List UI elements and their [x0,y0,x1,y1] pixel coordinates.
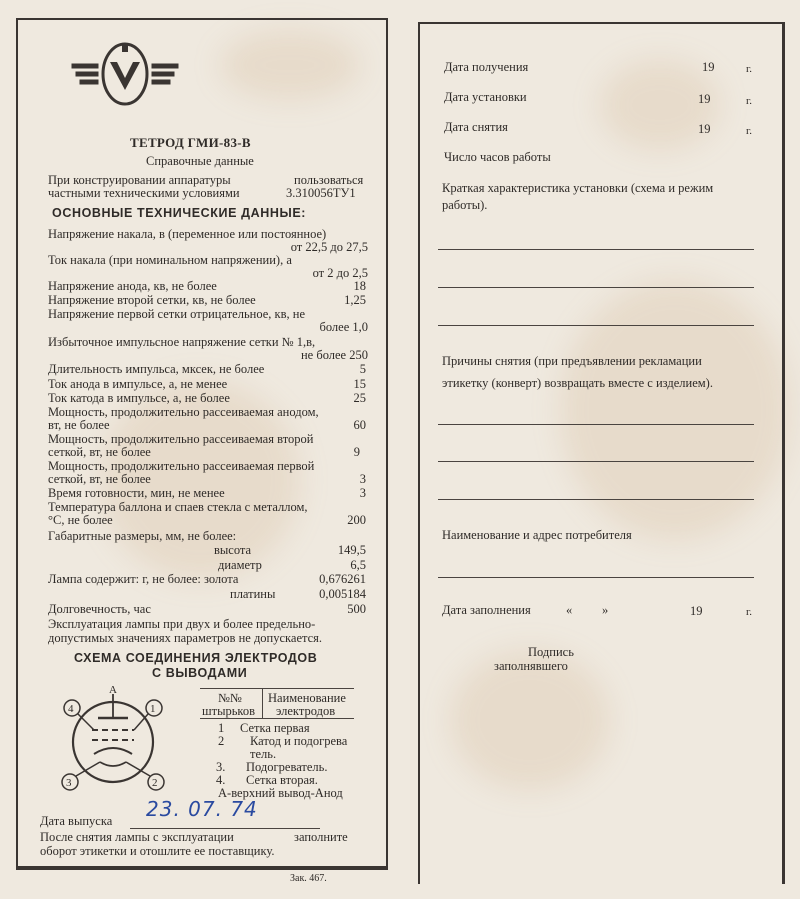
spec-value: 3 [359,486,366,500]
pin-number: 2 [218,734,225,748]
year-prefix: 19 [698,122,711,136]
spec-label: Долговечность, час [48,602,151,616]
write-line [438,577,754,578]
spec-value: от 22,5 до 27,5 [290,240,368,254]
footer-note-2: оборот этикетки и отошлите ее поставщику. [40,844,275,858]
intro-line-1: При конструировании аппаратуры [48,173,231,187]
spec-note-cont: допустимых значениях параметров не допускается. [48,631,323,645]
pin-label: 1 [150,703,156,715]
scheme-subtitle: С ВЫВОДАМИ [152,666,248,680]
spec-label: Ток катода в импульсе, а, не более [48,391,230,405]
spec-label-cont: сеткой, вт, не более [48,445,151,459]
spec-label: Напряжение второй сетки, кв, не более [48,293,256,307]
footer-note: После снятия лампы с эксплуатации [40,830,234,844]
installation-description-label-2: работы). [442,198,488,212]
pin-number: 3. [216,760,226,774]
right-record-panel [418,22,785,884]
section-title: ОСНОВНЫЕ ТЕХНИЧЕСКИЕ ДАННЫЕ: [52,206,307,220]
write-line [438,424,754,425]
table-rule [200,688,354,689]
print-code: Зак. 467. [290,873,327,884]
table-header-name: Наименование [268,691,346,705]
pin-name: Подогреватель. [246,760,328,774]
removal-reasons-label: Причины снятия (при предъявлении рекламации [442,354,702,368]
pin-label: 3 [66,777,72,789]
tube-pinout-diagram [58,684,168,796]
spec-label: Мощность, продолжительно рассеиваемая второй [48,432,314,446]
spec-value: 149,5 [337,543,366,557]
write-line [438,249,754,250]
spec-label: Длительность импульса, мксек, не более [48,362,265,376]
spec-label: Мощность, продолжительно рассеиваемая первой [48,459,315,473]
spec-label: Напряжение анода, кв, не более [48,279,217,293]
year-prefix: 19 [702,60,715,74]
pin-label: 2 [152,777,158,789]
spec-label: Температура баллона и спаев стекла с металлом, [48,500,308,514]
pin-name: Катод и подогрева [250,734,348,748]
spec-label: Напряжение накала, в (переменное или постоянное) [48,227,327,241]
spec-value: 18 [353,279,366,293]
spec-label-cont: вт, не более [48,418,110,432]
table-header-num-2: штырьков [202,704,256,718]
fill-date-label: Дата заполнения [442,603,531,617]
year-suffix: г. [746,125,753,137]
issue-date-value: 23. 07. 74 [146,797,258,821]
date-removed-label: Дата снятия [444,120,508,134]
quote-close: » [602,603,609,617]
spec-label: Избыточное импульсное напряжение сетки № 1,в, [48,335,316,349]
consumer-label: Наименование и адрес потребителя [442,528,632,542]
spec-value: более 1,0 [319,320,368,334]
quote-open: « [566,603,573,617]
signature-label: Подпись [528,645,574,659]
write-line [438,461,754,462]
tube-title: ТЕТРОД ГМИ-83-В [130,135,251,150]
left-label-panel [16,18,388,870]
write-line [438,287,754,288]
intro-line-2: частными техническими условиями [48,186,240,200]
issue-date-line [130,828,320,829]
year-prefix: 19 [690,604,703,618]
work-hours-label: Число часов работы [444,150,551,164]
spec-document-code: 3.310056ТУ1 [286,186,356,200]
pin-label: 4 [68,703,74,715]
year-suffix: г. [746,95,753,107]
table-divider [262,688,263,718]
pin-number: 4. [216,773,226,787]
spec-value: 25 [353,391,366,405]
diagram-anode-label: А [109,684,117,696]
spec-value: 60 [353,418,366,432]
spec-value: не более 250 [300,348,368,362]
spec-value: 5 [359,362,366,376]
spec-label: Лампа содержит: г, не более: золота [48,572,239,586]
table-header-name-2: электродов [276,704,336,718]
spec-value: 3 [359,472,366,486]
date-received-label: Дата получения [444,60,529,74]
removal-reasons-label-2: этикетку (конверт) возвращать вместе с изделием). [442,376,713,390]
spec-value: 1,25 [344,293,366,307]
year-prefix: 19 [698,92,711,106]
intro-line-1-end: пользоваться [294,173,364,187]
footer-note-end: заполните [294,830,348,844]
spec-value: 6,5 [350,558,366,572]
pin-name: Сетка вторая. [246,773,318,787]
spec-sublabel: высота [214,543,252,557]
spec-label-cont: сеткой, вт, не более [48,472,151,486]
pin-number: 1 [218,721,225,735]
spec-value: 0,676261 [319,572,366,586]
write-line [438,499,754,500]
table-header-num: №№ [218,691,242,705]
date-installed-label: Дата установки [444,90,527,104]
spec-label: Габаритные размеры, мм, не более: [48,529,237,543]
left-bottom-border [18,866,386,869]
spec-value: 9 [353,445,360,459]
spec-label: Ток накала (при номинальном напряжении), а [48,253,292,267]
signature-label-2: заполнявшего [494,659,568,673]
pin-name: тель. [250,747,277,761]
year-suffix: г. [746,63,753,75]
spec-sublabel: платины [230,587,276,601]
pin-name: Сетка первая [240,721,310,735]
spec-value: 500 [347,602,366,616]
spec-sublabel: диаметр [218,558,262,572]
scheme-title: СХЕМА СОЕДИНЕНИЯ ЭЛЕКТРОДОВ [74,651,318,665]
spec-value: 200 [347,513,366,527]
brand-logo-icon [70,40,180,110]
table-rule [200,718,354,719]
spec-value: 0,005184 [319,587,366,601]
issue-date-label: Дата выпуска [40,814,113,828]
spec-label-cont: °С, не более [48,513,113,527]
write-line [438,325,754,326]
reference-subtitle: Справочные данные [146,154,254,168]
spec-value: 15 [353,377,366,391]
installation-description-label: Краткая характеристика установки (схема и режим [442,181,714,195]
pin-name: А-верхний вывод-Анод [218,786,343,800]
spec-value: от 2 до 2,5 [312,266,368,280]
year-suffix: г. [746,606,753,618]
spec-label: Мощность, продолжительно рассеиваемая анодом, [48,405,319,419]
spec-label: Ток анода в импульсе, а, не менее [48,377,228,391]
spec-label: Напряжение первой сетки отрицательное, кв, не [48,307,305,321]
spec-label: Время готовности, мин, не менее [48,486,225,500]
spec-note: Эксплуатация лампы при двух и более предельно- [48,617,316,631]
